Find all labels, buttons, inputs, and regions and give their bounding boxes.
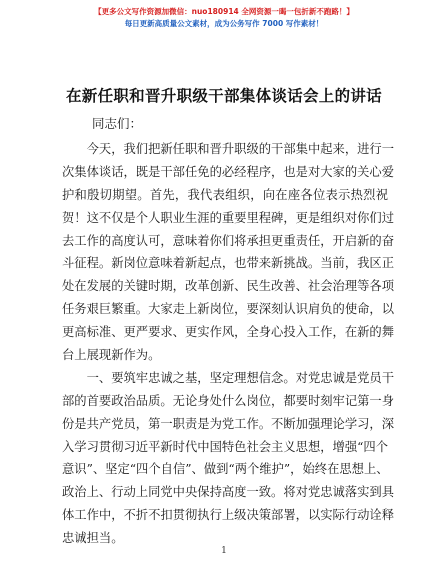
promo-banner-line-1: 【更多公文写作资源加微信：nuo180914 全网资源一暍一包折新不跑路！】 <box>94 7 354 16</box>
text-line: 一、要筑牢忠诚之基，坚定理想信念。对党忠诚是党员干 <box>62 370 395 385</box>
promo-banner <box>0 6 448 30</box>
text-line: 今天，我们把新任职和晋升职级的干部集中起来，进行一 <box>62 142 395 156</box>
salutation: 同志们： <box>92 116 143 131</box>
text-line: 护和殷切期望。首先，我代表组织，向在座各位表示热烈祝 <box>62 187 388 202</box>
document-title: 在新任职和晋升职级干部集体谈话会上的讲话 <box>65 87 382 105</box>
paragraph-1 <box>62 138 395 367</box>
text-line: 入学习贯彻习近平新时代中国特色社会主义思想，增强“四个 <box>62 439 389 454</box>
text-line: 斗征程。新岗位意味着新起点，也带来新挑战。当前，我区正 <box>62 256 395 271</box>
text-line: 体工作中，不折不扣贯彻执行上级决策部署，以实际行动诠释 <box>62 508 395 523</box>
text-line: 次集体谈话，既是干部任免的必经程序，也是对大家的关心爱 <box>62 164 395 179</box>
text-line: 台上展现新作为。 <box>62 348 161 363</box>
text-line: 忠诚担当。 <box>62 531 124 546</box>
text-line: 意识”、坚定“四个自信”、做到“两个维护”，始终在思想上、 <box>62 462 389 477</box>
text-line: 处在发展的关键时期，改革创新、民生改善、社会治理等各项 <box>62 279 395 294</box>
text-line: 任务艰巨繁重。大家走上新岗位，要深刻认识肩负的使命，以 <box>62 302 395 317</box>
text-line: 份是共产党员，第一职责是为党工作。不断加强理论学习，深 <box>62 416 395 431</box>
paragraph-2 <box>62 367 395 550</box>
page-number: 1 <box>221 546 227 556</box>
text-line: 部的首要政治品质。无论身处什么岗位，都要时刻牢记第一身 <box>62 393 395 408</box>
promo-banner-line-2: 每日更新高质量公文素材，成为公务写作 7000 写作素材！ <box>124 19 324 28</box>
text-line: 政治上、行动上同党中央保持高度一致。将对党忠诚落实到具 <box>62 485 395 500</box>
text-line: 更高标准、更严要求、更实作风，全身心投入工作，在新的舞 <box>62 325 395 340</box>
text-line: 贺！这不仅是个人职业生涯的重要里程碑，更是组织对你们过 <box>62 210 395 225</box>
text-line: 去工作的高度认可，意味着你们将承担更重责任，开启新的奋 <box>62 233 395 248</box>
document-body <box>62 138 395 550</box>
